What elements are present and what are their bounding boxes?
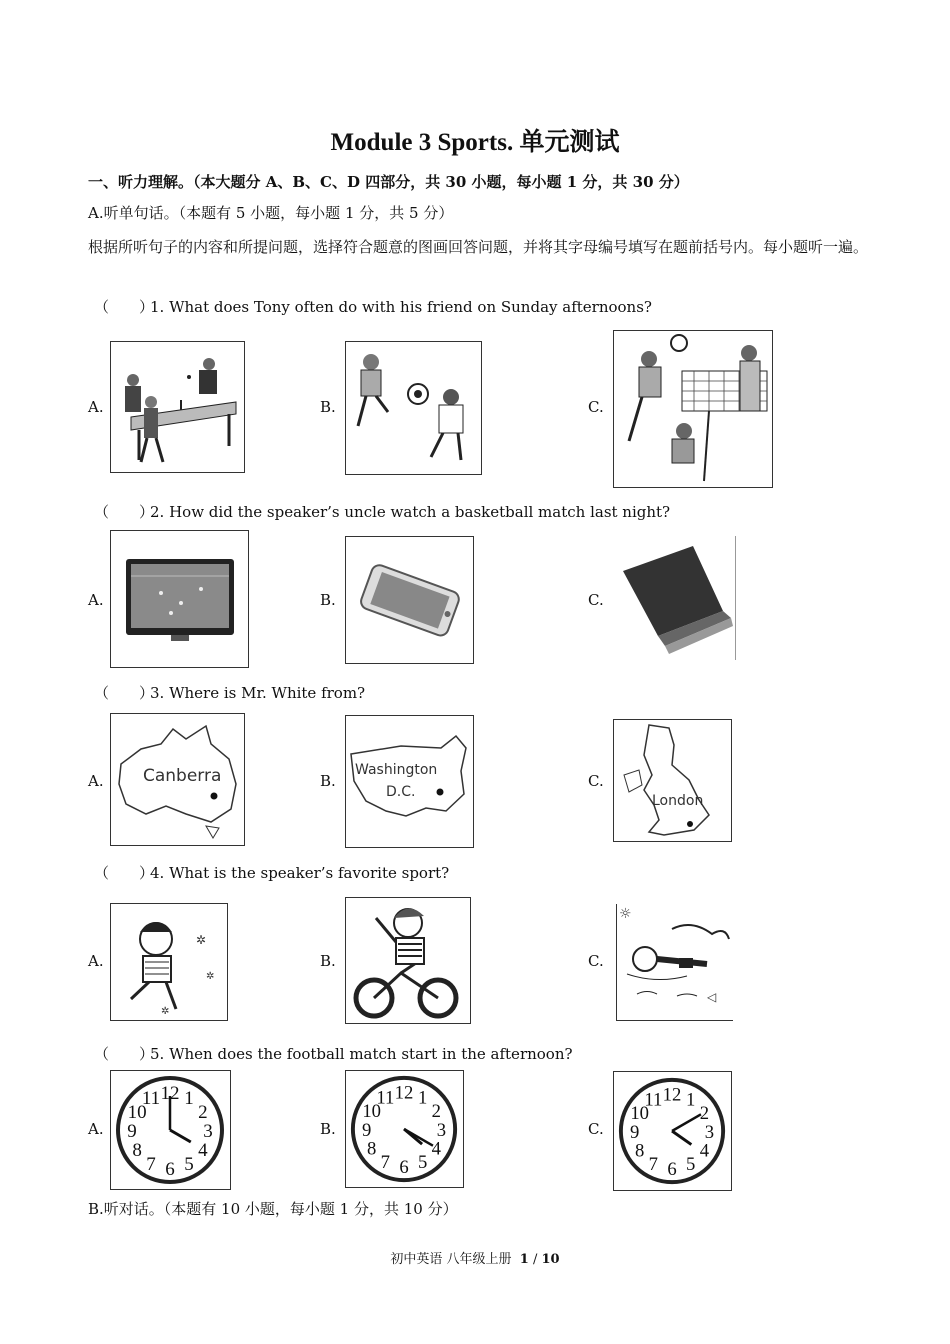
- clock-number: 12: [394, 1082, 414, 1104]
- clock-number: 6: [399, 1157, 409, 1179]
- clock-number: 3: [704, 1121, 715, 1143]
- part-b-heading: B.听对话。（本题有 10 小题，每小题 1 分，共 10 分）: [88, 1200, 458, 1218]
- answer-bracket[interactable]: （ ）: [94, 1045, 155, 1063]
- clock-number: 10: [127, 1102, 147, 1123]
- clock-number: 11: [141, 1088, 161, 1110]
- option-letter-b: B.: [320, 772, 336, 790]
- answer-bracket[interactable]: （ ）: [94, 503, 155, 521]
- svg-text:London: London: [652, 793, 704, 809]
- clock-number: 12: [160, 1083, 180, 1104]
- table-tennis-picture[interactable]: [110, 341, 245, 473]
- answer-bracket[interactable]: （ ）: [94, 684, 155, 702]
- svg-text:◁: ◁: [707, 990, 717, 1004]
- footer-separator: /: [532, 1252, 538, 1267]
- clock-number: 2: [699, 1103, 710, 1125]
- clock-number: 10: [362, 1101, 381, 1123]
- cycling-picture[interactable]: [345, 897, 471, 1024]
- answer-bracket[interactable]: （ ）: [94, 298, 155, 316]
- map-label: Canberra: [143, 766, 222, 786]
- clock-number: 9: [361, 1119, 372, 1141]
- option-letter-c: C.: [588, 591, 604, 609]
- option-letter-c: C.: [588, 952, 604, 970]
- volleyball-picture[interactable]: [613, 330, 773, 488]
- swimming-picture[interactable]: [616, 904, 733, 1021]
- option-letter-c: C.: [588, 772, 604, 790]
- clock-number: 4: [699, 1140, 710, 1162]
- clock-number: 8: [634, 1140, 645, 1162]
- option-letter-b: B.: [320, 1120, 336, 1138]
- svg-text:☼: ☼: [619, 906, 632, 922]
- clock-number: 4: [198, 1140, 208, 1161]
- option-letter-a: A.: [88, 398, 104, 416]
- question-text: 3. Where is Mr. White from?: [150, 684, 366, 702]
- phone-picture[interactable]: [345, 536, 474, 664]
- clock-picture-a[interactable]: [110, 1070, 231, 1190]
- part-a-instruction: 根据所听句子的内容和所提问题，选择符合题意的图画回答问题，并将其字母编号填写在题前括号内。每小题听一遍。: [88, 238, 869, 256]
- clock-number: 5: [418, 1152, 428, 1174]
- question-text: 4. What is the speaker’s favorite sport?: [150, 864, 450, 882]
- clock-number: 6: [667, 1159, 677, 1181]
- footer-page: 1: [519, 1252, 529, 1267]
- clock-number: 9: [629, 1121, 640, 1143]
- clock-number: 7: [146, 1153, 156, 1175]
- clock-number: 5: [184, 1153, 194, 1175]
- option-letter-b: B.: [320, 591, 336, 609]
- question-text: 1. What does Tony often do with his friend on Sunday afternoons?: [150, 298, 652, 316]
- clock-number: 3: [203, 1121, 213, 1142]
- clock-number: 4: [431, 1138, 442, 1160]
- football-picture[interactable]: [345, 341, 482, 475]
- option-letter-c: C.: [588, 1120, 604, 1138]
- svg-text:✲: ✲: [161, 1006, 170, 1017]
- clock-number: 12: [662, 1084, 682, 1106]
- question-5: [94, 1043, 573, 1064]
- clock-number: 3: [436, 1119, 447, 1141]
- clock-number: 8: [132, 1140, 142, 1161]
- uk-map-picture[interactable]: [613, 719, 732, 842]
- question-text: 5. When does the football match start in the afternoon?: [150, 1045, 573, 1063]
- clock-number: 2: [198, 1102, 208, 1123]
- clock-number: 9: [127, 1121, 137, 1142]
- laptop-picture[interactable]: [613, 536, 736, 660]
- svg-text:✲: ✲: [196, 933, 207, 947]
- tv-picture[interactable]: [110, 530, 249, 668]
- option-letter-a: A.: [88, 952, 104, 970]
- clock-number: 1: [184, 1088, 194, 1110]
- page-footer: [0, 1248, 950, 1267]
- clock-number: 10: [630, 1103, 649, 1125]
- svg-text:✲: ✲: [206, 971, 215, 982]
- footer-total: 10: [541, 1252, 560, 1267]
- clock-number: 5: [686, 1154, 696, 1176]
- clock-number: 2: [431, 1101, 442, 1123]
- part-a-heading: A.听单句话。（本题有 5 小题，每小题 1 分，共 5 分）: [88, 204, 454, 222]
- clock-picture-b[interactable]: [345, 1070, 464, 1188]
- clock-number: 1: [686, 1089, 696, 1111]
- page-title: Module 3 Sports. 单元测试: [330, 129, 620, 156]
- clock-number: 1: [418, 1087, 428, 1109]
- clock-number: 7: [648, 1154, 658, 1176]
- clock-picture-c[interactable]: [613, 1071, 732, 1191]
- question-3: [94, 682, 365, 703]
- skating-picture[interactable]: [110, 903, 228, 1021]
- clock-number: 11: [376, 1087, 395, 1109]
- question-text: 2. How did the speaker’s uncle watch a basketball match last night?: [150, 503, 671, 521]
- footer-subject: 初中英语 八年级上册: [390, 1252, 512, 1267]
- option-letter-a: A.: [88, 1120, 104, 1138]
- answer-bracket[interactable]: （ ）: [94, 864, 155, 882]
- clock-number: 8: [366, 1138, 377, 1160]
- section-heading-listening: 一、听力理解。（本大题分 A、B、C、D 四部分，共 30 小题，每小题 1 分，共 30 分）: [88, 173, 689, 191]
- question-2: [94, 501, 670, 522]
- usa-map-picture[interactable]: [345, 715, 474, 848]
- australia-map-picture[interactable]: [110, 713, 245, 846]
- svg-text:D.C.: D.C.: [386, 784, 416, 800]
- svg-text:Washington: Washington: [355, 762, 438, 778]
- clock-number: 6: [165, 1159, 175, 1180]
- clock-number: 7: [380, 1152, 390, 1174]
- option-letter-a: A.: [88, 591, 104, 609]
- option-letter-b: B.: [320, 398, 336, 416]
- question-1: [94, 296, 652, 317]
- option-letter-a: A.: [88, 772, 104, 790]
- clock-number: 11: [644, 1089, 663, 1111]
- question-4: [94, 862, 449, 883]
- option-letter-c: C.: [588, 398, 604, 416]
- option-letter-b: B.: [320, 952, 336, 970]
